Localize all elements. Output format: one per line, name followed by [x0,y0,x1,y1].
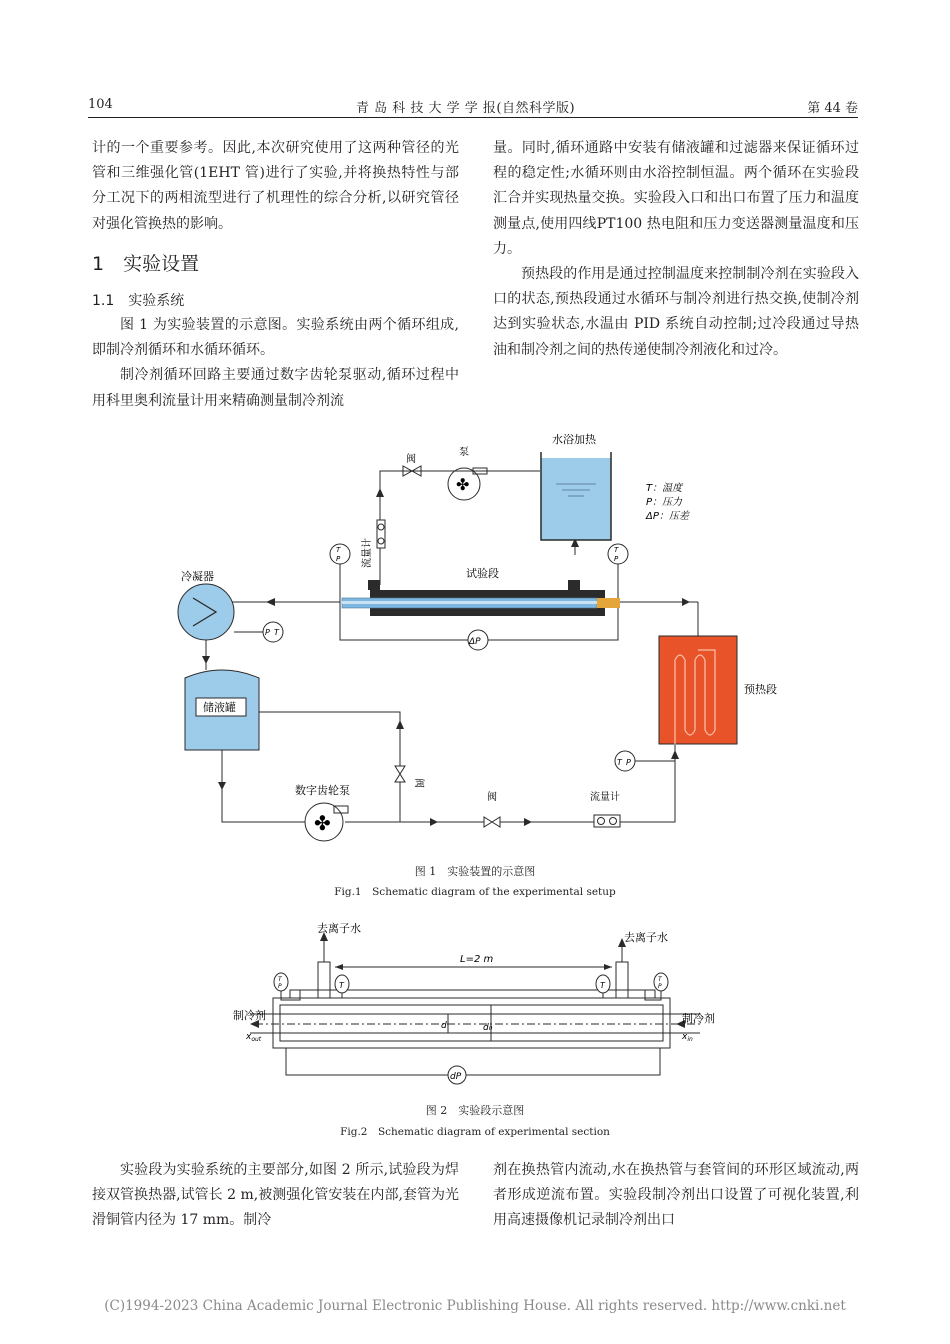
figure1-caption-en: Fig.1 Schematic diagram of the experimental setup [334,886,616,898]
sensor-dp [448,1066,466,1084]
arrow [266,598,275,606]
svg-text:dP: dP [450,1072,462,1082]
valve-bottom [484,817,500,827]
svg-text:P: P [336,555,341,563]
bottom-left-column [92,1158,459,1234]
svg-text:T: T [336,546,341,554]
gear-pump [305,803,348,841]
label-valve-bottom: 阀 [487,792,497,803]
arrow [376,488,384,497]
label-water-bath: 水浴加热 [552,433,596,446]
left-column-intro [92,136,459,237]
label-flowmeter-bottom: 流量计 [590,792,620,803]
arrow [524,818,532,826]
valve-vertical [395,766,405,782]
svg-text:T: T [274,628,279,637]
paragraph: 量。同时,循环通路中安装有储液罐和过滤器来保证循环过程的稳定性;水循环则由水浴控制恒温。两个循环在实验段汇合并实现热量交换。实验段入口和出口布置了压力和温度测量点,使用四线PT100 热电阻和压力变送器测量温度和压力。 [493,140,859,257]
condenser [178,584,234,640]
arrow [682,598,690,606]
arrow [218,782,226,790]
label-refrigerant-left: 制冷剂 [233,1009,266,1022]
intro-paragraph: 计的一个重要参考。因此,本次研究使用了这两种管径的光管和三维强化管(1EHT 管)进行了实验,并将换热特性与部分工况下的两相流型进行了机理性的综合分析,以研究管径对强化管换热的影响。 [92,140,459,232]
legend-t: T：温度 [646,483,683,494]
label-valve-vertical: 阀 [413,778,424,788]
subsection-title: 1.1 实验系统 [92,293,185,309]
water-bath-water [541,458,611,540]
paragraph: 制冷剂循环回路主要通过数字齿轮泵驱动,循环过程中用科里奥利流量计用来精确测量制冷剂流 [92,367,459,409]
volume: 第 44 卷 [807,101,858,116]
footer-copyright: (C)1994-2023 China Academic Journal Electronic Publishing House. All rights reserved. http://www.cnki.net [104,1298,846,1314]
pump-top [448,468,487,500]
label-d0: d₀ [483,1023,493,1033]
page-number: 104 [88,97,113,112]
label-xin: $x_{in}$ [682,1032,693,1043]
left-column-body [92,313,459,414]
dp-loop [286,1048,660,1075]
figure-1-diagram [0,420,950,860]
svg-text:T: T [617,758,622,767]
figure2-caption-en: Fig.2 Schematic diagram of experimental section [340,1126,610,1138]
label-gear-pump: 数字齿轮泵 [295,784,350,797]
page-header [88,95,858,118]
legend-dp: ΔP：压差 [646,511,689,522]
svg-text:✤: ✤ [456,475,470,494]
label-d: d [441,1021,447,1031]
paragraph: 剂在换热管内流动,水在换热管与套管间的环形区域流动,两者形成逆流布置。实验段制冷剂出口设置了可视化装置,利用高速摄像机记录制冷剂出口 [493,1162,859,1229]
sensor-dp [468,630,488,650]
journal-title: 青 岛 科 技 大 学 学 报(自然科学版) [356,101,576,116]
sensor-tp-right [654,973,668,991]
sensor-tp-left [330,544,350,564]
label-diwater-right: 去离子水 [624,931,668,944]
svg-text:✤: ✤ [314,811,331,835]
figure2-caption-cn: 图 2 实验段示意图 [425,1104,525,1117]
sensor-tp-left [274,973,288,991]
label-condenser: 冷凝器 [181,570,214,583]
bottom-right-column [493,1158,859,1234]
paragraph: 实验段为实验系统的主要部分,如图 2 所示,试验段为焊接双管换热器,试管长 2 m,被测强化管安装在内部,套管为光滑铜管内径为 17 mm。制冷 [92,1162,459,1229]
svg-text:P: P [658,983,662,990]
label-pump-top: 泵 [459,447,469,458]
arrow [396,720,404,729]
label-xout: $x_{out}$ [246,1032,262,1043]
label-flowmeter-vertical: 流量计 [362,538,373,568]
sensor-tp-preheat [615,751,635,771]
arrow [202,656,210,664]
figure1-caption-cn: 图 1 实验装置的示意图 [414,865,536,878]
label-diwater-left: 去离子水 [317,922,361,935]
pipe-tank-pump [222,750,305,822]
svg-text:P: P [614,555,619,563]
test-tube-copper [597,598,620,608]
sensor-pt [263,622,283,642]
label-tank: 储液罐 [203,701,236,714]
svg-text:P: P [265,628,270,637]
right-column [493,136,859,363]
label-preheat: 预热段 [744,683,777,696]
sensor-t-right [596,975,610,993]
paragraph: 预热段的作用是通过控制温度来控制制冷剂在实验段入口的状态,预热段通过水循环与制冷剂进行热交换,使制冷剂达到实验状态,水温由 PID 系统自动控制;过冷段通过导热油和制冷剂之间的热传递使制冷剂液化和过冷。 [493,266,859,358]
figure-2-diagram [0,915,950,1090]
arrow [671,750,679,759]
legend-p: P：压力 [646,497,683,508]
sensor-t-left [335,975,349,993]
preheat-section [659,636,737,744]
arrow [430,818,438,826]
label-valve-top: 阀 [406,454,416,465]
svg-text:P: P [278,983,282,990]
section-title: 1 实验设置 [92,253,200,275]
svg-text:T: T [658,976,662,983]
svg-text:ΔP: ΔP [469,637,481,647]
svg-text:T: T [339,981,344,990]
label-test-section: 试验段 [466,567,499,580]
sensor-tp-right [608,544,628,564]
paragraph: 图 1 为实验装置的示意图。实验系统由两个循环组成,即制冷剂循环和水循环循环。 [92,317,459,359]
svg-text:T: T [278,976,282,983]
svg-text:T: T [600,981,605,990]
svg-text:P: P [626,758,631,767]
label-refrigerant-right: 制冷剂 [682,1012,715,1025]
svg-text:T: T [614,546,619,554]
label-length: L=2 m [460,954,494,965]
